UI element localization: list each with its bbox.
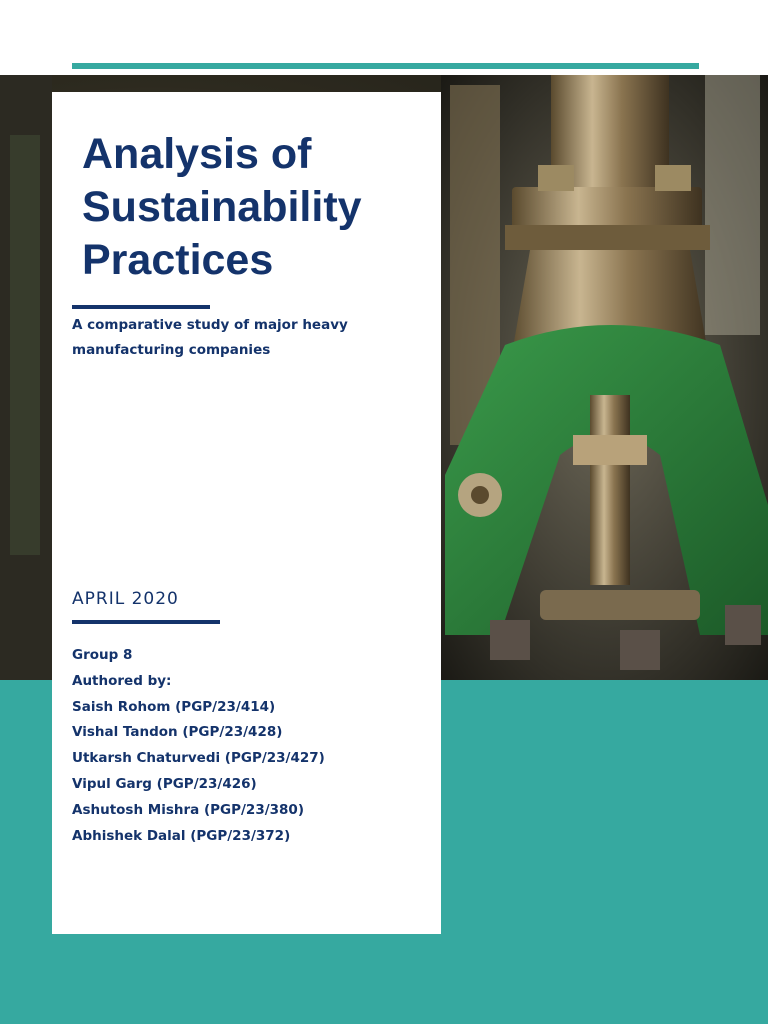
author-item: Utkarsh Chaturvedi (PGP/23/427): [72, 750, 325, 767]
report-subtitle: [72, 313, 412, 363]
report-title: [82, 128, 422, 287]
author-item: Saish Rohom (PGP/23/414): [72, 698, 276, 715]
title-line: Analysis of: [82, 130, 312, 178]
top-accent-rule: [72, 63, 699, 69]
subtitle-line: A comparative study of major heavy: [72, 317, 348, 333]
group-label: Group 8: [72, 647, 133, 663]
author-item: Vipul Garg (PGP/23/426): [72, 775, 257, 792]
subtitle-line: manufacturing companies: [72, 342, 271, 358]
title-line: Practices: [82, 236, 274, 284]
author-item: Ashutosh Mishra (PGP/23/380): [72, 801, 304, 818]
author-item: Abhishek Dalal (PGP/23/372): [72, 827, 291, 844]
author-list: [72, 643, 325, 849]
report-date: APRIL 2020: [72, 589, 179, 609]
title-line: Sustainability: [82, 183, 362, 231]
date-divider: [72, 620, 220, 624]
authored-by-label: Authored by:: [72, 672, 172, 689]
title-divider: [72, 305, 210, 309]
author-item: Vishal Tandon (PGP/23/428): [72, 724, 283, 741]
